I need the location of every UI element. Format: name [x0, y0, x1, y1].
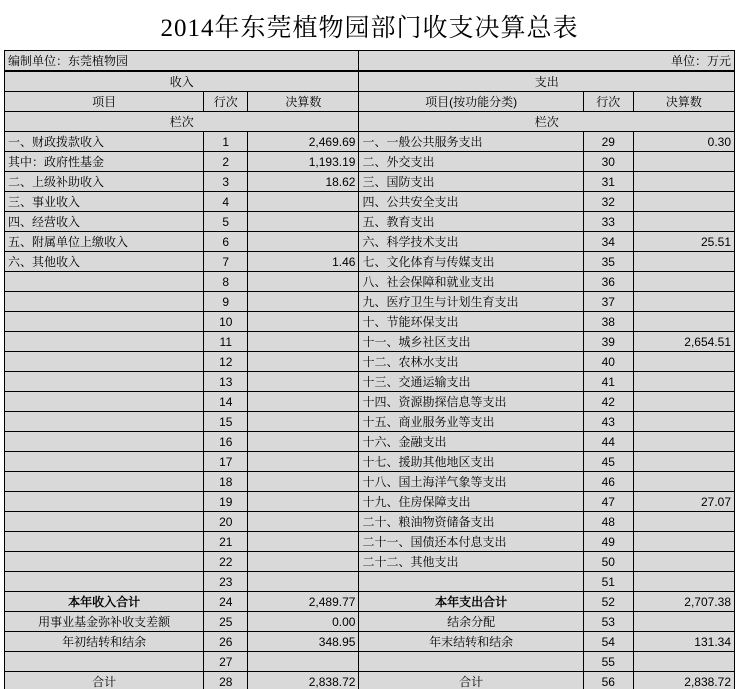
income-rowno-cell: 2: [204, 152, 248, 172]
income-item-header: 项目: [5, 92, 204, 112]
expense-amount-cell: [633, 572, 734, 592]
summary-expense-rowno-cell: 55: [583, 652, 633, 672]
expense-rowno-cell: 33: [583, 212, 633, 232]
expense-item-cell: 十一、城乡社区支出: [359, 332, 583, 352]
table-row: [5, 412, 735, 432]
income-rowno-cell: 6: [204, 232, 248, 252]
expense-amount-cell: 0.30: [633, 132, 734, 152]
expense-amount-cell: [633, 272, 734, 292]
income-item-cell: [5, 372, 204, 392]
expense-item-cell: 二十一、国债还本付息支出: [359, 532, 583, 552]
summary-income-rowno-cell: 25: [204, 612, 248, 632]
expense-rowno-cell: 49: [583, 532, 633, 552]
income-rowno-cell: 10: [204, 312, 248, 332]
income-amount-cell: [248, 392, 359, 412]
summary-expense-rowno-cell: 52: [583, 592, 633, 612]
income-amount-cell: [248, 272, 359, 292]
page-title: 2014年东莞植物园部门收支决算总表: [160, 15, 579, 42]
income-rowno-cell: 21: [204, 532, 248, 552]
income-amount-cell: [248, 432, 359, 452]
income-item-cell: 其中：政府性基金: [5, 152, 204, 172]
expense-item-cell: 十四、资源勘探信息等支出: [359, 392, 583, 412]
table-row: [5, 492, 735, 512]
expense-amount-cell: [633, 252, 734, 272]
income-rowno-cell: 20: [204, 512, 248, 532]
summary-expense-rowno-cell: 54: [583, 632, 633, 652]
income-rowno-cell: 22: [204, 552, 248, 572]
expense-item-cell: 十六、金融支出: [359, 432, 583, 452]
table-row: [5, 232, 735, 252]
summary-row: [5, 672, 735, 689]
income-rowno-cell: 17: [204, 452, 248, 472]
expense-rowno-cell: 38: [583, 312, 633, 332]
expense-amount-cell: [633, 512, 734, 532]
summary-expense-amount-cell: 131.34: [633, 632, 734, 652]
table-row: [5, 432, 735, 452]
income-amount-cell: [248, 512, 359, 532]
income-amount-cell: [248, 412, 359, 432]
income-item-cell: [5, 492, 204, 512]
table-row: [5, 472, 735, 492]
expense-amount-cell: [633, 172, 734, 192]
expense-rowno-header: 行次: [583, 92, 633, 112]
summary-expense-amount-cell: 2,838.72: [633, 672, 734, 689]
expense-item-cell: 四、公共安全支出: [359, 192, 583, 212]
expense-rowno-cell: 48: [583, 512, 633, 532]
expense-rowno-cell: 32: [583, 192, 633, 212]
expense-item-cell: 十八、国土海洋气象等支出: [359, 472, 583, 492]
income-item-cell: 一、财政拨款收入: [5, 132, 204, 152]
group-header-row: [5, 72, 735, 92]
income-item-cell: [5, 332, 204, 352]
summary-expense-item-cell: 年末结转和结余: [359, 632, 583, 652]
expense-rowno-cell: 47: [583, 492, 633, 512]
summary-expense-amount-cell: 2,707.38: [633, 592, 734, 612]
table-row: [5, 132, 735, 152]
expense-rowno-cell: 40: [583, 352, 633, 372]
summary-income-item-cell: 用事业基金弥补收支差额: [5, 612, 204, 632]
table-row: [5, 272, 735, 292]
income-rowno-cell: 9: [204, 292, 248, 312]
expense-amount-cell: [633, 292, 734, 312]
income-amount-cell: [248, 332, 359, 352]
expense-rowno-cell: 35: [583, 252, 633, 272]
table-body: [5, 132, 735, 592]
table-row: [5, 152, 735, 172]
summary-expense-rowno-cell: 56: [583, 672, 633, 689]
income-amount-header: 决算数: [248, 92, 359, 112]
table-row: [5, 532, 735, 552]
expense-amount-cell: [633, 312, 734, 332]
expense-rowno-cell: 39: [583, 332, 633, 352]
expense-column-order: 栏次: [359, 112, 735, 132]
meta-row: [5, 51, 735, 71]
expense-rowno-cell: 45: [583, 452, 633, 472]
expense-rowno-cell: 36: [583, 272, 633, 292]
expense-item-cell: 十、节能环保支出: [359, 312, 583, 332]
table-row: [5, 292, 735, 312]
income-rowno-cell: 18: [204, 472, 248, 492]
table-row: [5, 552, 735, 572]
income-amount-cell: 1.46: [248, 252, 359, 272]
income-amount-cell: 2,469.69: [248, 132, 359, 152]
income-rowno-cell: 3: [204, 172, 248, 192]
income-rowno-cell: 19: [204, 492, 248, 512]
summary-income-rowno-cell: 26: [204, 632, 248, 652]
income-amount-cell: [248, 192, 359, 212]
expense-rowno-cell: 50: [583, 552, 633, 572]
income-item-cell: 五、附属单位上缴收入: [5, 232, 204, 252]
main-table: [4, 71, 735, 689]
expense-item-cell: 十二、农林水支出: [359, 352, 583, 372]
summary-income-rowno-cell: 27: [204, 652, 248, 672]
summary-expense-item-cell: [359, 652, 583, 672]
income-amount-cell: 18.62: [248, 172, 359, 192]
summary-expense-rowno-cell: 53: [583, 612, 633, 632]
income-item-cell: [5, 572, 204, 592]
expense-amount-cell: 2,654.51: [633, 332, 734, 352]
expense-item-cell: 三、国防支出: [359, 172, 583, 192]
income-amount-cell: [248, 492, 359, 512]
expense-amount-cell: [633, 212, 734, 232]
income-amount-cell: [248, 552, 359, 572]
expense-item-cell: 十九、住房保障支出: [359, 492, 583, 512]
summary-row: [5, 592, 735, 612]
income-amount-cell: [248, 292, 359, 312]
income-rowno-cell: 16: [204, 432, 248, 452]
income-rowno-cell: 15: [204, 412, 248, 432]
expense-item-cell: 二十、粮油物资储备支出: [359, 512, 583, 532]
expense-rowno-cell: 51: [583, 572, 633, 592]
income-rowno-cell: 7: [204, 252, 248, 272]
table-row: [5, 452, 735, 472]
income-item-cell: [5, 392, 204, 412]
meta-table: [4, 50, 735, 71]
summary-income-rowno-cell: 24: [204, 592, 248, 612]
summary-row: [5, 652, 735, 672]
income-item-cell: [5, 452, 204, 472]
expense-rowno-cell: 41: [583, 372, 633, 392]
income-amount-cell: [248, 532, 359, 552]
column-order-row: [5, 112, 735, 132]
expense-amount-cell: [633, 352, 734, 372]
summary-income-item-cell: 本年收入合计: [5, 592, 204, 612]
income-item-cell: [5, 532, 204, 552]
income-rowno-cell: 23: [204, 572, 248, 592]
summary-expense-amount-cell: [633, 652, 734, 672]
summary-income-amount-cell: 0.00: [248, 612, 359, 632]
income-item-cell: [5, 412, 204, 432]
expense-rowno-cell: 37: [583, 292, 633, 312]
expense-item-cell: 六、科学技术支出: [359, 232, 583, 252]
expense-rowno-cell: 46: [583, 472, 633, 492]
summary-income-rowno-cell: 28: [204, 672, 248, 689]
income-item-cell: [5, 432, 204, 452]
expense-item-cell: 二、外交支出: [359, 152, 583, 172]
compiler-label: 编制单位：东莞植物园: [5, 51, 359, 71]
income-rowno-cell: 1: [204, 132, 248, 152]
expense-item-cell: 九、医疗卫生与计划生育支出: [359, 292, 583, 312]
income-column-order: 栏次: [5, 112, 359, 132]
income-item-cell: 四、经营收入: [5, 212, 204, 232]
expense-item-cell: 七、文化体育与传媒支出: [359, 252, 583, 272]
expense-item-cell: [359, 572, 583, 592]
expense-amount-cell: [633, 372, 734, 392]
expense-amount-cell: [633, 152, 734, 172]
summary-expense-item-cell: 合计: [359, 672, 583, 689]
table-row: [5, 352, 735, 372]
expense-rowno-cell: 31: [583, 172, 633, 192]
income-group-header: 收入: [5, 72, 359, 92]
expense-item-cell: 十三、交通运输支出: [359, 372, 583, 392]
expense-amount-cell: 27.07: [633, 492, 734, 512]
income-amount-cell: [248, 472, 359, 492]
expense-rowno-cell: 34: [583, 232, 633, 252]
column-header-row: [5, 92, 735, 112]
income-amount-cell: [248, 312, 359, 332]
table-row: [5, 572, 735, 592]
expense-amount-cell: [633, 412, 734, 432]
expense-amount-cell: [633, 432, 734, 452]
income-rowno-header: 行次: [204, 92, 248, 112]
expense-rowno-cell: 44: [583, 432, 633, 452]
table-row: [5, 332, 735, 352]
expense-amount-cell: [633, 532, 734, 552]
summary-income-item-cell: 年初结转和结余: [5, 632, 204, 652]
summary-row: [5, 612, 735, 632]
income-amount-cell: [248, 212, 359, 232]
table-row: [5, 192, 735, 212]
table-row: [5, 512, 735, 532]
table-row: [5, 252, 735, 272]
income-item-cell: 三、事业收入: [5, 192, 204, 212]
table-row: [5, 212, 735, 232]
summary-row: [5, 632, 735, 652]
income-item-cell: 二、上级补助收入: [5, 172, 204, 192]
expense-rowno-cell: 29: [583, 132, 633, 152]
income-rowno-cell: 4: [204, 192, 248, 212]
expense-item-header: 项目(按功能分类): [359, 92, 583, 112]
income-item-cell: [5, 552, 204, 572]
income-item-cell: [5, 312, 204, 332]
table-row: [5, 392, 735, 412]
summary-expense-amount-cell: [633, 612, 734, 632]
table-row: [5, 172, 735, 192]
table-summary: [5, 592, 735, 689]
summary-income-amount-cell: 2,489.77: [248, 592, 359, 612]
income-rowno-cell: 8: [204, 272, 248, 292]
expense-item-cell: 五、教育支出: [359, 212, 583, 232]
summary-expense-item-cell: 本年支出合计: [359, 592, 583, 612]
summary-income-amount-cell: [248, 652, 359, 672]
income-rowno-cell: 14: [204, 392, 248, 412]
summary-income-item-cell: 合计: [5, 672, 204, 689]
summary-expense-item-cell: 结余分配: [359, 612, 583, 632]
income-rowno-cell: 5: [204, 212, 248, 232]
income-item-cell: [5, 292, 204, 312]
expense-amount-cell: [633, 392, 734, 412]
expense-amount-cell: 25.51: [633, 232, 734, 252]
income-amount-cell: [248, 232, 359, 252]
expense-amount-header: 决算数: [633, 92, 734, 112]
expense-item-cell: 十七、援助其他地区支出: [359, 452, 583, 472]
income-amount-cell: 1,193.19: [248, 152, 359, 172]
unit-label: 单位：万元: [359, 51, 735, 71]
summary-income-amount-cell: 348.95: [248, 632, 359, 652]
table-row: [5, 372, 735, 392]
income-rowno-cell: 13: [204, 372, 248, 392]
summary-income-item-cell: [5, 652, 204, 672]
expense-item-cell: 一、一般公共服务支出: [359, 132, 583, 152]
table-row: [5, 312, 735, 332]
income-item-cell: [5, 512, 204, 532]
income-amount-cell: [248, 372, 359, 392]
expense-amount-cell: [633, 472, 734, 492]
expense-amount-cell: [633, 452, 734, 472]
income-item-cell: [5, 352, 204, 372]
summary-income-amount-cell: 2,838.72: [248, 672, 359, 689]
income-item-cell: [5, 472, 204, 492]
expense-rowno-cell: 42: [583, 392, 633, 412]
income-item-cell: 六、其他收入: [5, 252, 204, 272]
income-amount-cell: [248, 452, 359, 472]
income-rowno-cell: 12: [204, 352, 248, 372]
income-amount-cell: [248, 572, 359, 592]
expense-rowno-cell: 30: [583, 152, 633, 172]
expense-amount-cell: [633, 192, 734, 212]
income-amount-cell: [248, 352, 359, 372]
expense-item-cell: 十五、商业服务业等支出: [359, 412, 583, 432]
expense-rowno-cell: 43: [583, 412, 633, 432]
income-rowno-cell: 11: [204, 332, 248, 352]
expense-group-header: 支出: [359, 72, 735, 92]
expense-item-cell: 八、社会保障和就业支出: [359, 272, 583, 292]
expense-amount-cell: [633, 552, 734, 572]
income-item-cell: [5, 272, 204, 292]
expense-item-cell: 二十二、其他支出: [359, 552, 583, 572]
